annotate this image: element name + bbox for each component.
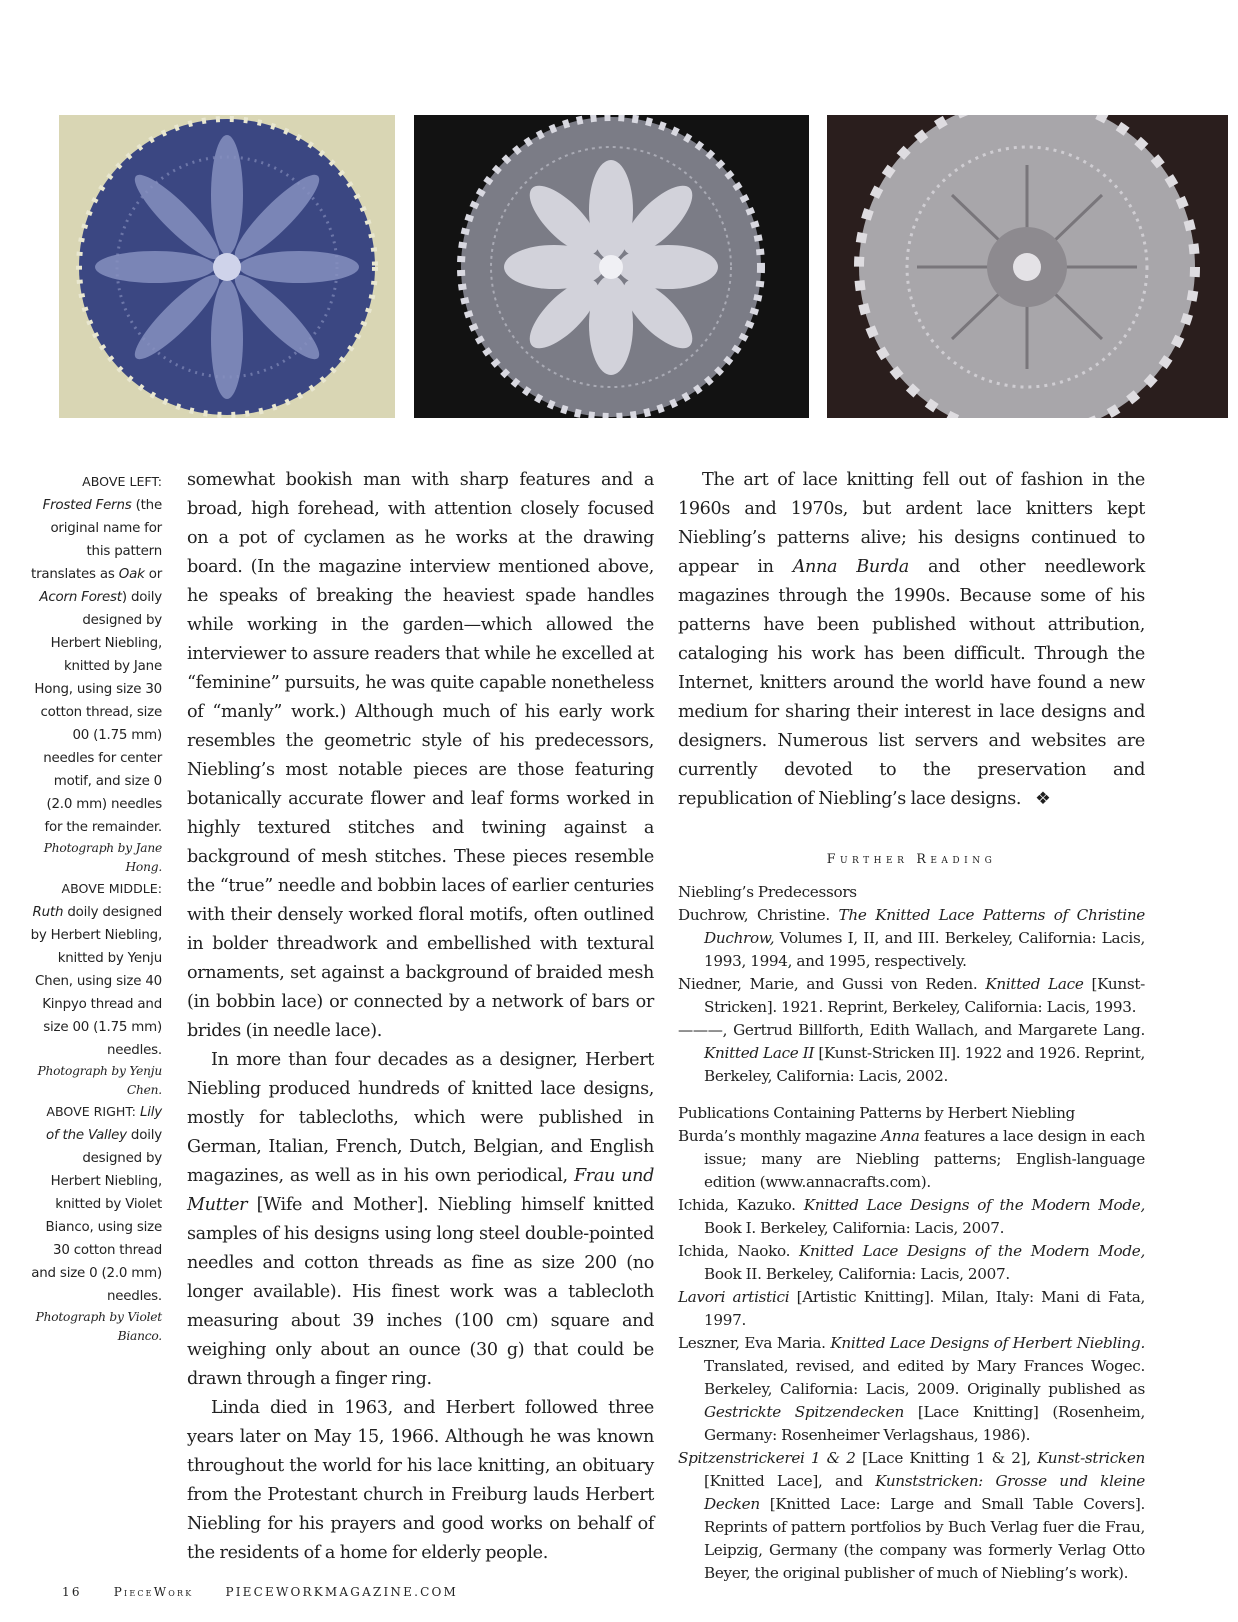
middle-p2-end: [Wife and Mother]. Niebling himself knitted samples of his designs using long steel double-pointed needles and cotton threads as fine as size 200 (no longer available). His finest work was a tablecloth measuring about 39 inches (100 cm) square and weighing only about an ounce (30 g) that could be drawn through a finger ring. xyxy=(187,1195,654,1389)
middle-paragraph-3: Linda died in 1963, and Herbert followed three years later on May 15, 1966. Although he was known throughout the world for his lace knitting, an obituary from the Protestant church in Freiburg lauds Herbert Niebling for his prayers and good works on behalf of the residents of a home for elderly people. xyxy=(187,1398,654,1563)
caption-left-label: ABOVE LEFT: xyxy=(82,474,162,489)
entry-details: Book I. Berkeley, California: Lacis, 2007. xyxy=(704,1219,1005,1237)
caption-middle-credit: Photograph by Yenju Chen. xyxy=(37,1064,162,1097)
entry-details: Volumes I, II, and III. Berkeley, California: Lacis, 1993, 1994, and 1995, respectively. xyxy=(704,929,1145,970)
caption-right-text: doily designed by Herbert Niebling, knitted by Violet Bianco, using size 30 cotton thread and size 0 (2.0 mm) needles. xyxy=(31,1128,162,1304)
entry-author: Niedner, Marie, and Gussi von Reden. xyxy=(678,975,986,993)
periodical-title: Frau und Mutter xyxy=(187,1166,655,1215)
entry-details: [Artistic Knitting]. Milan, Italy: Mani di Fata, 1997. xyxy=(704,1288,1146,1329)
entry-title: Lavori artistici xyxy=(678,1288,790,1306)
entry-title: Knitted Lace II xyxy=(704,1044,815,1062)
middle-paragraph-2 xyxy=(187,1046,654,1394)
right-p1-start: The art of lace knitting fell out of fashion in the 1960s and 1970s, but ardent lace knitters kept Niebling’s patterns alive; his designs continued to appear in xyxy=(678,470,1145,577)
caption-middle xyxy=(30,877,162,1100)
magazine-title: Anna Burda xyxy=(792,557,909,577)
entry-title: The Knitted Lace Patterns of Christine Duchrow, xyxy=(704,906,1145,947)
entry-details-tertiary: [Knitted Lace: Large and Small Table Covers]. Reprints of pattern portfolios by Buch Verlag fuer die Frau, Leipzig, Germany (the company was formerly Verlag Otto Beyer, the original publisher of much of Niebling’s work). xyxy=(704,1495,1145,1582)
caption-left-alt-1: Oak xyxy=(118,567,145,582)
entry-author: Leszner, Eva Maria. xyxy=(678,1334,831,1352)
right-paragraph-1 xyxy=(678,466,1145,814)
entry-title: Knitted Lace Designs of Herbert Niebling. xyxy=(830,1334,1145,1352)
reading-entry xyxy=(678,904,1145,973)
further-reading-list xyxy=(678,881,1145,1585)
entry-details: [Kunst-Stricken]. 1921. Reprint, Berkeley, California: Lacis, 1993. xyxy=(704,975,1145,1016)
entry-details: [Kunst-Stricken II]. 1922 and 1926. Reprint, Berkeley, California: Lacis, 2002. xyxy=(704,1044,1145,1085)
caption-middle-label: ABOVE MIDDLE: xyxy=(61,881,162,896)
reading-entry xyxy=(678,1332,1145,1447)
reading-entry xyxy=(678,973,1145,1019)
entry-author: Burda’s monthly magazine xyxy=(678,1127,882,1145)
caption-left-credit: Photograph by Jane Hong. xyxy=(43,841,162,874)
photo-ruth-doily xyxy=(414,115,809,418)
entry-author: ———, Gertrud Billforth, Edith Wallach, and Margarete Lang. xyxy=(678,1021,1145,1039)
caption-left-text-2: or xyxy=(144,567,162,582)
article-column-middle xyxy=(187,466,654,1568)
entry-author: Duchrow, Christine. xyxy=(678,906,839,924)
entry-title-secondary: Gestrickte Spitzendecken xyxy=(704,1403,904,1421)
reading-entry xyxy=(678,1019,1145,1088)
entry-title: Knitted Lace xyxy=(985,975,1084,993)
middle-p2-start: In more than four decades as a designer, Herbert Niebling produced hundreds of knitted lace designs, mostly for tablecloths, which were published in German, Italian, French, Dutch, Belgian, and English magazines, as well as in his own periodical, xyxy=(187,1050,654,1186)
entry-author: Ichida, Naoko. xyxy=(678,1242,799,1260)
caption-right-title: Lily of the Valley xyxy=(45,1105,162,1143)
middle-paragraph-1: somewhat bookish man with sharp features and a broad, high forehead, with attention closely focused on a pot of cyclamen as he works at the drawing board. (In the magazine interview mentioned above, he speaks of breaking the heaviest spade handles while working in the garden—which allowed the interviewer to assure readers that while he excelled at “feminine” pursuits, he was quite capable nonetheless of “manly” work.) Although much of his early work resembles the geometric style of his predecessors, Niebling’s most notable pieces are those featuring botanically accurate flower and leaf forms worked in highly textured stitches and twining against a background of mesh stitches. These pieces resemble the “true” needle and bobbin laces of earlier centuries with their densely worked floral motifs, often outlined in bolder threadwork and embellished with textural ornaments, set against a background of braided mesh (in bobbin lace) or connected by a network of bars or brides (in needle lace). xyxy=(187,470,654,1041)
entry-title-tertiary: Kunststricken: Grosse und kleine Decken xyxy=(704,1472,1145,1513)
entry-details: [Lace Knitting 1 & 2], xyxy=(855,1449,1038,1467)
further-reading-heading xyxy=(678,844,1145,873)
reading-entry xyxy=(678,1286,1145,1332)
entry-title: Anna xyxy=(881,1127,920,1145)
entry-title: Spitzenstrickerei 1 & 2 xyxy=(678,1449,856,1467)
caption-left-alt-2: Acorn Forest xyxy=(39,590,122,605)
photo-lily-of-the-valley-doily xyxy=(827,115,1228,418)
reading-entry xyxy=(678,1194,1145,1240)
entry-details-secondary: [Lace Knitting] (Rosenheim, Germany: Rosenheimer Verlagshaus, 1986). xyxy=(704,1403,1145,1444)
caption-right xyxy=(30,1100,162,1346)
reading-entry xyxy=(678,1447,1145,1585)
caption-left-text-3: ) doily designed by Herbert Niebling, knitted by Jane Hong, using size 30 cotton thread, size 00 (1.75 mm) needles for center motif, and size 0 (2.0 mm) needles for the remainder. xyxy=(34,590,162,835)
section-predecessors: Niebling’s Predecessors xyxy=(678,883,857,901)
right-p1-end: and other needlework magazines through the 1990s. Because some of his patterns have been published without attribution, cataloging his work has been difficult. Through the Internet, knitters around the world have found a new medium for sharing their interest in lace designs and designers. Numerous list servers and websites are currently devoted to the preservation and republication of Niebling’s lace designs. xyxy=(678,557,1145,809)
end-mark-icon: ❖ xyxy=(1035,789,1051,809)
entry-author: Ichida, Kazuko. xyxy=(678,1196,804,1214)
entry-details-secondary: [Knitted Lace], and xyxy=(704,1472,876,1490)
entry-title-secondary: Kunst-stricken xyxy=(1037,1449,1145,1467)
caption-right-credit: Photograph by Violet Bianco. xyxy=(35,1310,162,1343)
caption-left-title: Frosted Ferns xyxy=(42,498,132,513)
page-footer xyxy=(62,1585,484,1599)
reading-entry xyxy=(678,1240,1145,1286)
further-reading-heading-text: Further Reading xyxy=(826,851,997,866)
section-publications: Publications Containing Patterns by Herbert Niebling xyxy=(678,1104,1075,1122)
article-column-right xyxy=(678,466,1145,1585)
magazine-website: PIECEWORKMAGAZINE.COM xyxy=(225,1585,458,1599)
caption-left xyxy=(30,470,162,877)
entry-details: Book II. Berkeley, California: Lacis, 2007. xyxy=(704,1265,1010,1283)
caption-middle-title: Ruth xyxy=(32,905,64,920)
caption-right-label: ABOVE RIGHT: xyxy=(46,1104,136,1119)
caption-middle-text: doily designed by Herbert Niebling, knitted by Yenju Chen, using size 40 Kinpyo thread and size 00 (1.75 mm) needles. xyxy=(30,905,162,1058)
magazine-name: PieceWork xyxy=(113,1585,194,1599)
reading-entry xyxy=(678,1125,1145,1194)
entry-title: Knitted Lace Designs of the Modern Mode, xyxy=(799,1242,1145,1260)
caption-left-text-1: (the original name for this pattern translates as xyxy=(31,498,162,582)
entry-details: Translated, revised, and edited by Mary Frances Wogec. Berkeley, California: Lacis, 2009. Originally published as xyxy=(704,1357,1145,1398)
entry-title: Knitted Lace Designs of the Modern Mode, xyxy=(803,1196,1145,1214)
page-number: 16 xyxy=(62,1585,82,1599)
photo-captions xyxy=(30,470,162,1346)
photo-frosted-ferns-doily xyxy=(59,115,395,418)
entry-details: features a lace design in each issue; many are Niebling patterns; English-language edition (www.annacrafts.com). xyxy=(704,1127,1145,1191)
